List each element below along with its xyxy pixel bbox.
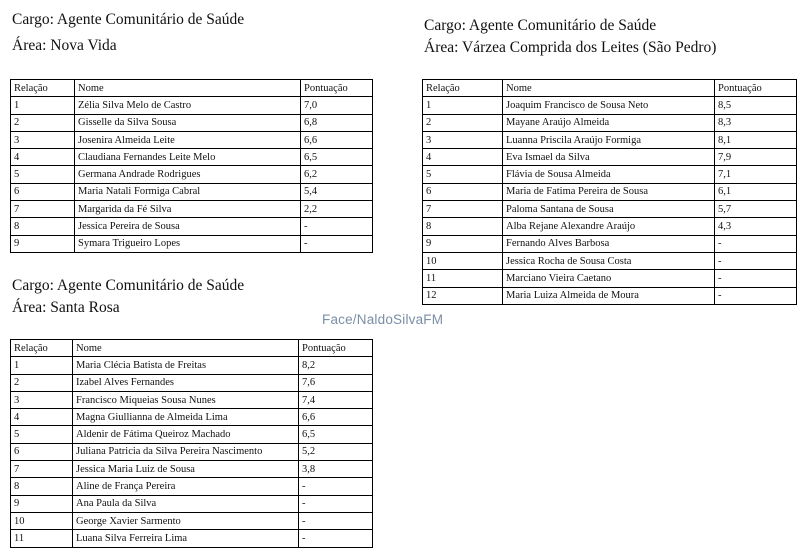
rank-cell: 7 [11,461,73,478]
cargo-title: Cargo: Agente Comunitário de Saúde [424,17,657,34]
score-cell: - [715,270,797,287]
rank-cell: 8 [11,218,75,235]
rank-cell: 2 [11,114,75,131]
table-row [11,218,373,235]
name-cell: Izabel Alves Fernandes [73,374,299,391]
section-nova-vida-heading [12,9,244,57]
table-nova-vida [10,79,373,253]
name-cell: Maria de Fatima Pereira de Sousa [503,183,715,200]
name-cell: Jessica Maria Luiz de Sousa [73,461,299,478]
cargo-title: Cargo: Agente Comunitário de Saúde [12,11,245,28]
name-cell: Jessica Rocha de Sousa Costa [503,252,715,269]
table-row [11,183,373,200]
score-cell: - [301,235,373,252]
score-cell: - [299,478,373,495]
column-header: Nome [73,340,299,357]
rank-cell: 6 [423,183,503,200]
name-cell: Joaquim Francisco de Sousa Neto [503,97,715,114]
column-header: Relação [11,340,73,357]
score-cell: 8,2 [299,357,373,374]
rank-cell: 6 [11,183,75,200]
rank-cell: 7 [423,201,503,218]
score-cell: - [715,252,797,269]
name-cell: Magna Giullianna de Almeida Lima [73,409,299,426]
table-row [11,201,373,218]
score-cell: 6,8 [301,114,373,131]
table-row [11,426,373,443]
rank-cell: 8 [11,478,73,495]
name-cell: Juliana Patricia da Silva Pereira Nascimento [73,443,299,460]
score-cell: - [715,235,797,252]
column-header: Relação [11,80,75,97]
score-cell: 7,1 [715,166,797,183]
table-santa-rosa [10,339,373,548]
name-cell: Fernando Alves Barbosa [503,235,715,252]
score-cell: 5,7 [715,201,797,218]
section-varzea-heading [424,15,716,59]
rank-cell: 6 [11,443,73,460]
table-row [423,287,797,304]
name-cell: Francisco Miqueias Sousa Nunes [73,391,299,408]
rank-cell: 8 [423,218,503,235]
score-cell: 5,2 [299,443,373,460]
score-cell: 6,1 [715,183,797,200]
table-row [11,357,373,374]
table-row [11,166,373,183]
score-cell: 7,6 [299,374,373,391]
rank-cell: 3 [11,391,73,408]
name-cell: Zélia Silva Melo de Castro [75,97,301,114]
name-cell: Margarida da Fé Silva [75,201,301,218]
name-cell: Maria Natali Formiga Cabral [75,183,301,200]
area-title: Área: Santa Rosa [12,299,120,316]
rank-cell: 9 [11,235,75,252]
rank-cell: 9 [423,235,503,252]
column-header: Nome [503,80,715,97]
rank-cell: 1 [423,97,503,114]
table-row [423,166,797,183]
table-row [423,183,797,200]
name-cell: Jessica Pereira de Sousa [75,218,301,235]
area-title: Área: Várzea Comprida dos Leites (São Pedro) [424,39,717,56]
name-cell: Claudiana Fernandes Leite Melo [75,149,301,166]
score-cell: - [299,512,373,529]
rank-cell: 5 [423,166,503,183]
table-row [423,235,797,252]
score-cell: 3,8 [299,461,373,478]
name-cell: Josenira Almeida Leite [75,131,301,148]
rank-cell: 3 [11,131,75,148]
rank-cell: 4 [11,409,73,426]
table-row [423,114,797,131]
table-row [11,461,373,478]
score-cell: 8,1 [715,131,797,148]
area-title: Área: Nova Vida [12,37,117,54]
table-header-row [11,80,373,97]
score-cell: 7,4 [299,391,373,408]
column-header: Relação [423,80,503,97]
table-row [11,530,373,547]
rank-cell: 2 [423,114,503,131]
table-header-row [11,340,373,357]
table-row [423,218,797,235]
name-cell: Maria Luiza Almeida de Moura [503,287,715,304]
name-cell: Maria Clécia Batista de Freitas [73,357,299,374]
cargo-title: Cargo: Agente Comunitário de Saúde [12,277,245,294]
name-cell: Germana Andrade Rodrigues [75,166,301,183]
rank-cell: 9 [11,495,73,512]
score-cell: 6,5 [301,149,373,166]
name-cell: Symara Trigueiro Lopes [75,235,301,252]
rank-cell: 1 [11,357,73,374]
table-row [423,97,797,114]
table-row [11,149,373,166]
score-cell: 6,5 [299,426,373,443]
table-row [423,201,797,218]
score-cell: 2,2 [301,201,373,218]
table-row [11,235,373,252]
rank-cell: 3 [423,131,503,148]
score-cell: - [299,495,373,512]
table-row [423,252,797,269]
score-cell: 6,6 [301,131,373,148]
score-cell: - [301,218,373,235]
rank-cell: 5 [11,426,73,443]
name-cell: Marciano Vieira Caetano [503,270,715,287]
name-cell: Aldenir de Fátima Queiroz Machado [73,426,299,443]
table-row [423,149,797,166]
rank-cell: 10 [11,512,73,529]
name-cell: George Xavier Sarmento [73,512,299,529]
score-cell: 8,5 [715,97,797,114]
name-cell: Eva Ismael da Silva [503,149,715,166]
rank-cell: 11 [423,270,503,287]
rank-cell: 5 [11,166,75,183]
name-cell: Paloma Santana de Sousa [503,201,715,218]
rank-cell: 4 [423,149,503,166]
name-cell: Luana Silva Ferreira Lima [73,530,299,547]
table-row [11,478,373,495]
section-santa-rosa-heading [12,275,244,319]
name-cell: Luanna Priscila Araújo Formiga [503,131,715,148]
score-cell: 6,2 [301,166,373,183]
table-row [423,270,797,287]
score-cell: - [299,530,373,547]
score-cell: 7,0 [301,97,373,114]
rank-cell: 1 [11,97,75,114]
table-header-row [423,80,797,97]
score-cell: 8,3 [715,114,797,131]
name-cell: Flávia de Sousa Almeida [503,166,715,183]
table-row [11,131,373,148]
rank-cell: 4 [11,149,75,166]
rank-cell: 10 [423,252,503,269]
score-cell: 6,6 [299,409,373,426]
rank-cell: 11 [11,530,73,547]
table-row [11,443,373,460]
score-cell: 4,3 [715,218,797,235]
score-cell: 7,9 [715,149,797,166]
table-row [11,495,373,512]
rank-cell: 12 [423,287,503,304]
column-header: Pontuação [715,80,797,97]
rank-cell: 7 [11,201,75,218]
table-row [423,131,797,148]
column-header: Pontuação [299,340,373,357]
table-row [11,114,373,131]
name-cell: Ana Paula da Silva [73,495,299,512]
name-cell: Mayane Araújo Almeida [503,114,715,131]
rank-cell: 2 [11,374,73,391]
watermark-text: Face/NaldoSilvaFM [322,312,444,327]
name-cell: Alba Rejane Alexandre Araújo [503,218,715,235]
table-row [11,374,373,391]
table-varzea-comprida [422,79,797,305]
table-row [11,391,373,408]
column-header: Pontuação [301,80,373,97]
name-cell: Gisselle da Silva Sousa [75,114,301,131]
column-header: Nome [75,80,301,97]
table-row [11,512,373,529]
score-cell: 5,4 [301,183,373,200]
table-row [11,409,373,426]
table-row [11,97,373,114]
score-cell: - [715,287,797,304]
name-cell: Aline de França Pereira [73,478,299,495]
